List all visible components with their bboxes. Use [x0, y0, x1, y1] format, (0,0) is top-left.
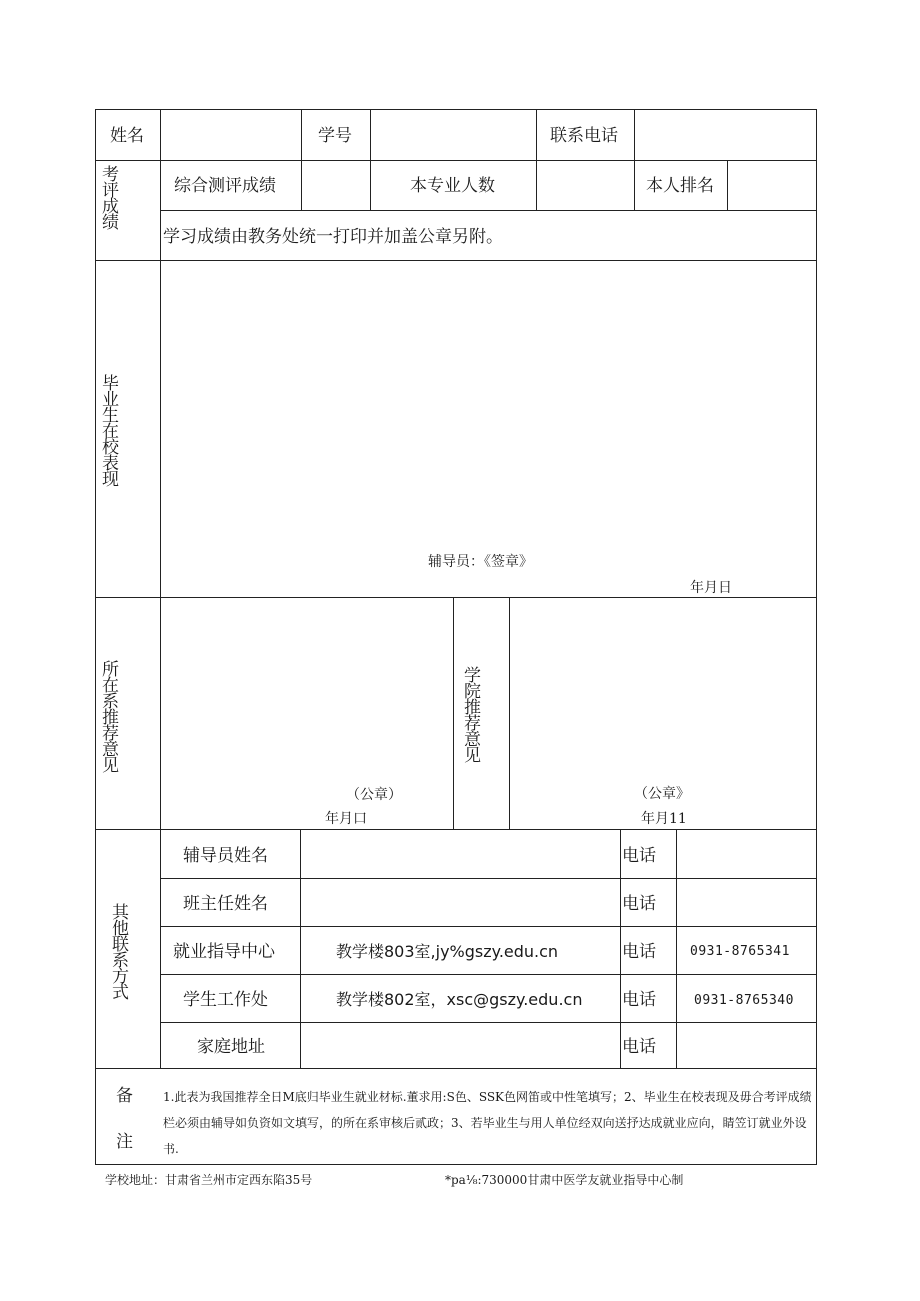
student-affairs-address: 教学楼802室，xsc@gszy.edu.cn: [336, 990, 583, 1009]
phone-label: 联系电话: [550, 126, 618, 146]
transcript-note: 学习成绩由教务处统一打印并加盖公章另附。: [163, 227, 503, 247]
career-center-phone-value: 0931-8765341: [690, 944, 790, 959]
rule: [95, 1164, 817, 1165]
career-center-address: 教学楼803室,jy%gszy.edu.cn: [336, 942, 559, 961]
college-date: 年月11: [641, 811, 687, 827]
counselor-name-label: 辅导员姓名: [183, 846, 268, 866]
rule: [160, 1022, 817, 1023]
counselor-signature: 辅导员：《签章》: [428, 554, 533, 570]
major-count-label: 本专业人数: [410, 176, 495, 196]
rule: [160, 109, 161, 1068]
performance-date: 年月日: [690, 580, 732, 596]
dept-date: 年月口: [325, 811, 367, 827]
home-address-label: 家庭地址: [197, 1037, 265, 1057]
rule: [95, 109, 817, 110]
rule: [509, 597, 510, 829]
dept-recommendation-label: 所在系推荐意见: [98, 660, 118, 772]
rule: [634, 109, 635, 210]
college-seal: （公章》: [634, 786, 690, 802]
rule: [160, 878, 817, 879]
name-label: 姓名: [110, 126, 144, 146]
rule: [301, 109, 302, 210]
dept-seal: （公章）: [346, 787, 402, 803]
class-teacher-phone-label: 电话: [622, 894, 656, 914]
student-affairs-phone-value: 0931-8765340: [694, 993, 794, 1008]
rule: [536, 109, 537, 210]
rule: [370, 109, 371, 210]
career-center-label: 就业指导中心: [173, 942, 275, 962]
performance-side-label: 毕业生在校表现: [98, 374, 118, 486]
rule: [816, 109, 817, 1165]
rule: [95, 1068, 817, 1069]
contacts-side-label: 其他联系方式: [108, 903, 128, 999]
rule: [727, 160, 728, 210]
rule: [160, 974, 817, 975]
rule: [160, 210, 817, 211]
career-center-phone-label: 电话: [622, 942, 656, 962]
remarks-text: 1.此表为我国推荐全日M底归毕业生就业材标.董求用:S色、SSK色网笛或中性笔填写；2、毕业生在校表现及毋合考评成绩栏必须由辅导如负资如文填写，的所在系审核后贰政；3、若毕业生与用人单位经双向送抒达成就业应向，睛笠订就业外设书.: [163, 1090, 812, 1156]
student-affairs-phone-label: 电话: [622, 990, 656, 1010]
rank-label: 本人排名: [646, 176, 714, 196]
footer-postcode-organization: *pa⅛:730000甘肃中医学友就业指导中心制: [445, 1173, 684, 1187]
student-affairs-label: 学生工作处: [183, 990, 268, 1010]
rule: [453, 597, 454, 829]
rule: [300, 829, 301, 1068]
rule: [95, 829, 817, 830]
composite-score-label: 综合测评成绩: [174, 176, 276, 196]
footer-address: 学校地址：甘肃省兰州市定西东陷35号: [105, 1173, 313, 1187]
remarks-label-1: 备: [116, 1086, 133, 1106]
evaluation-side-label: 考评成绩: [98, 165, 118, 229]
rule: [95, 160, 817, 161]
home-phone-label: 电话: [622, 1037, 656, 1057]
class-teacher-name-label: 班主任姓名: [183, 894, 268, 914]
student-id-label: 学号: [318, 126, 352, 146]
counselor-phone-label: 电话: [622, 846, 656, 866]
rule: [95, 260, 817, 261]
rule: [676, 829, 677, 1068]
rule: [160, 926, 817, 927]
rule: [95, 109, 96, 1165]
remarks-label-2: 注: [116, 1132, 133, 1152]
college-recommendation-label: 学院推荐意见: [460, 666, 480, 762]
rule: [620, 829, 621, 1068]
